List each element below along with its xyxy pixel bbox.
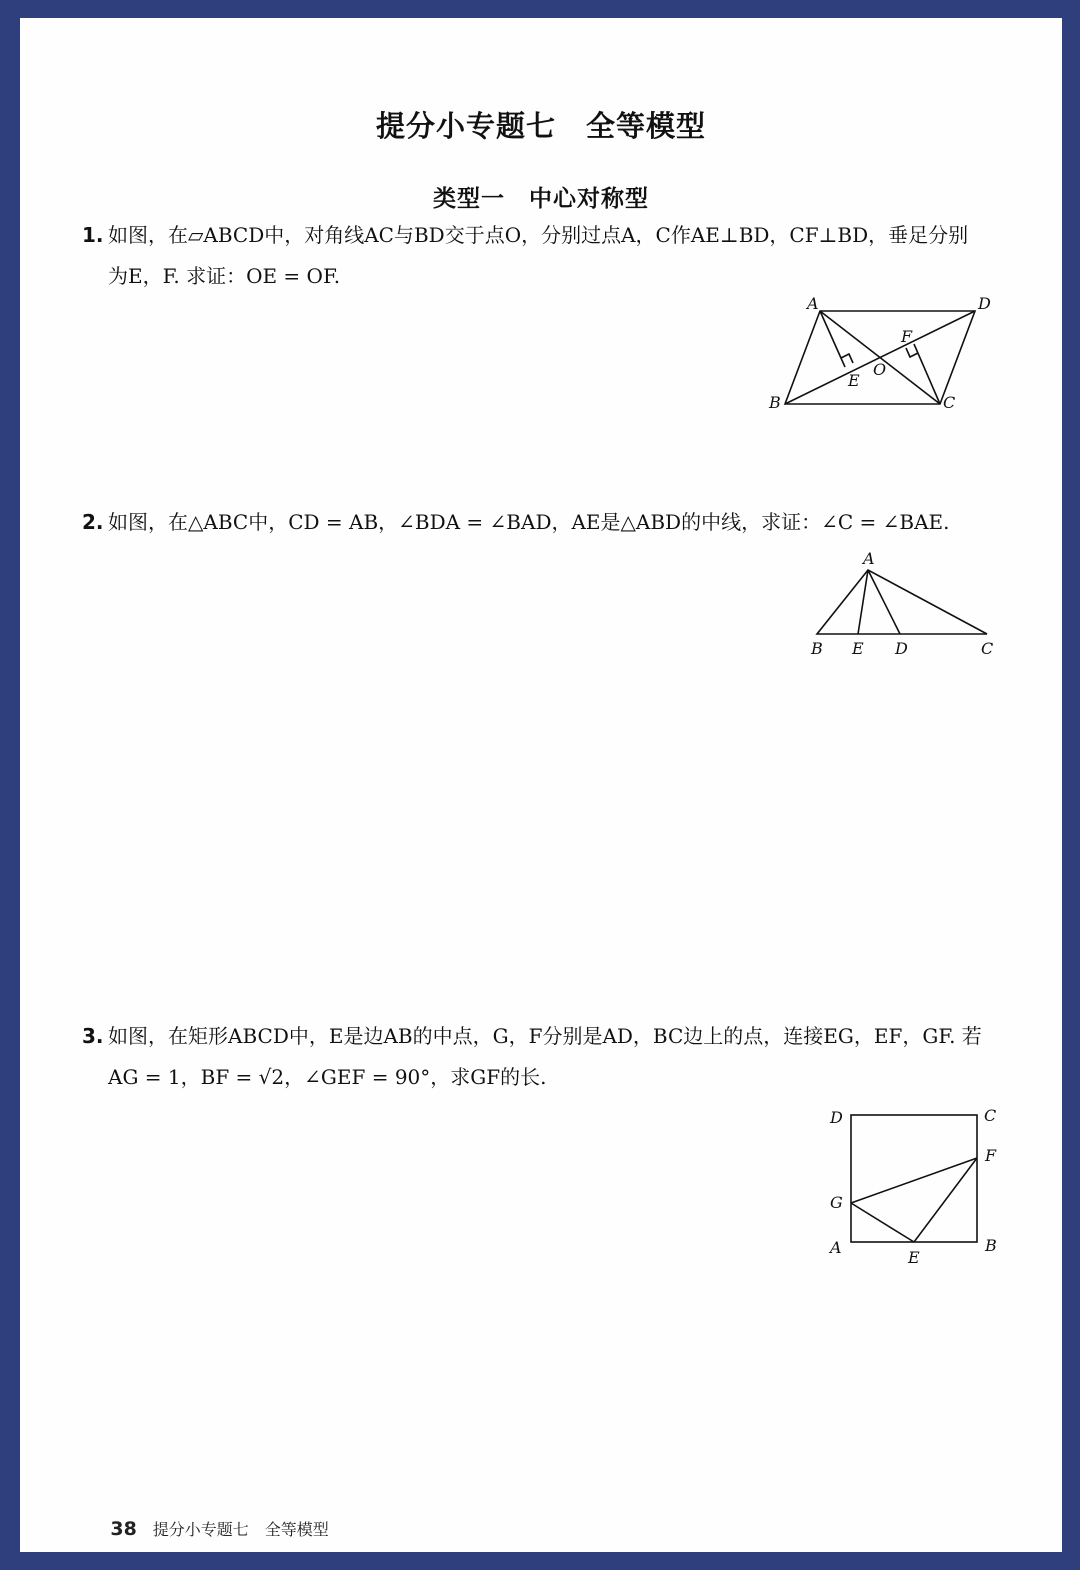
label-a: A — [830, 1238, 842, 1257]
page-number: 38 — [110, 1518, 137, 1540]
label-a: A — [807, 294, 819, 313]
page-footer — [90, 1498, 329, 1559]
label-c: C — [984, 1106, 997, 1125]
segment-ef — [914, 1158, 977, 1242]
label-d: D — [830, 1108, 843, 1127]
label-b: B — [769, 393, 781, 412]
problem-3 — [82, 1016, 1002, 1098]
parallelogram-diagram — [765, 296, 1005, 426]
problem-text-line: 为E，F. 求证：OE = OF. — [108, 264, 341, 288]
section-heading: 类型一 中心对称型 — [433, 186, 649, 212]
figure-rectangle — [820, 1103, 1020, 1273]
diagonal-bd — [785, 311, 975, 404]
label-e: E — [908, 1248, 920, 1267]
label-d: D — [895, 639, 908, 658]
rectangle-abcd — [851, 1115, 977, 1242]
figure-triangle — [805, 548, 1005, 658]
label-o: O — [873, 360, 887, 379]
label-b: B — [811, 639, 823, 658]
figure-parallelogram — [765, 296, 1005, 426]
label-f: F — [901, 327, 913, 346]
label-e: E — [848, 371, 860, 390]
label-c: C — [981, 639, 994, 658]
page-title: 提分小专题七 全等模型 — [375, 109, 706, 143]
problem-number: 2. — [82, 510, 104, 534]
problem-text-line: 如图，在▱ABCD中，对角线AC与BD交于点O，分别过点A，C作AE⊥BD，CF⊥BD，垂足分别 — [108, 223, 969, 247]
problem-text-line: 如图，在△ABC中，CD = AB，∠BDA = ∠BAD，AE是△ABD的中线，求证：∠C = ∠BAE. — [108, 510, 950, 534]
label-g: G — [830, 1193, 843, 1212]
problem-text-line: 如图，在矩形ABCD中，E是边AB的中点，G，F分别是AD，BC边上的点，连接EG，EF，GF. 若 — [108, 1024, 982, 1048]
segment-ad — [868, 570, 900, 634]
label-c: C — [943, 393, 956, 412]
problem-text-line: AG = 1，BF = √2，∠GEF = 90°，求GF的长. — [108, 1065, 547, 1089]
problem-1 — [82, 215, 1002, 297]
label-b: B — [985, 1236, 997, 1255]
label-e: E — [852, 639, 864, 658]
label-f: F — [985, 1146, 997, 1165]
triangle-abc — [817, 570, 987, 634]
segment-gf — [851, 1158, 977, 1203]
segment-ae — [820, 311, 845, 367]
problem-number: 1. — [82, 223, 104, 247]
problem-2 — [82, 502, 1002, 543]
problem-number: 3. — [82, 1024, 104, 1048]
label-a: A — [863, 549, 875, 568]
triangle-diagram — [805, 548, 1005, 658]
segment-eg — [851, 1203, 914, 1242]
label-d: D — [978, 294, 991, 313]
rectangle-diagram — [820, 1103, 1020, 1273]
running-title: 提分小专题七 全等模型 — [152, 1520, 329, 1539]
worksheet-page — [20, 18, 1062, 1552]
